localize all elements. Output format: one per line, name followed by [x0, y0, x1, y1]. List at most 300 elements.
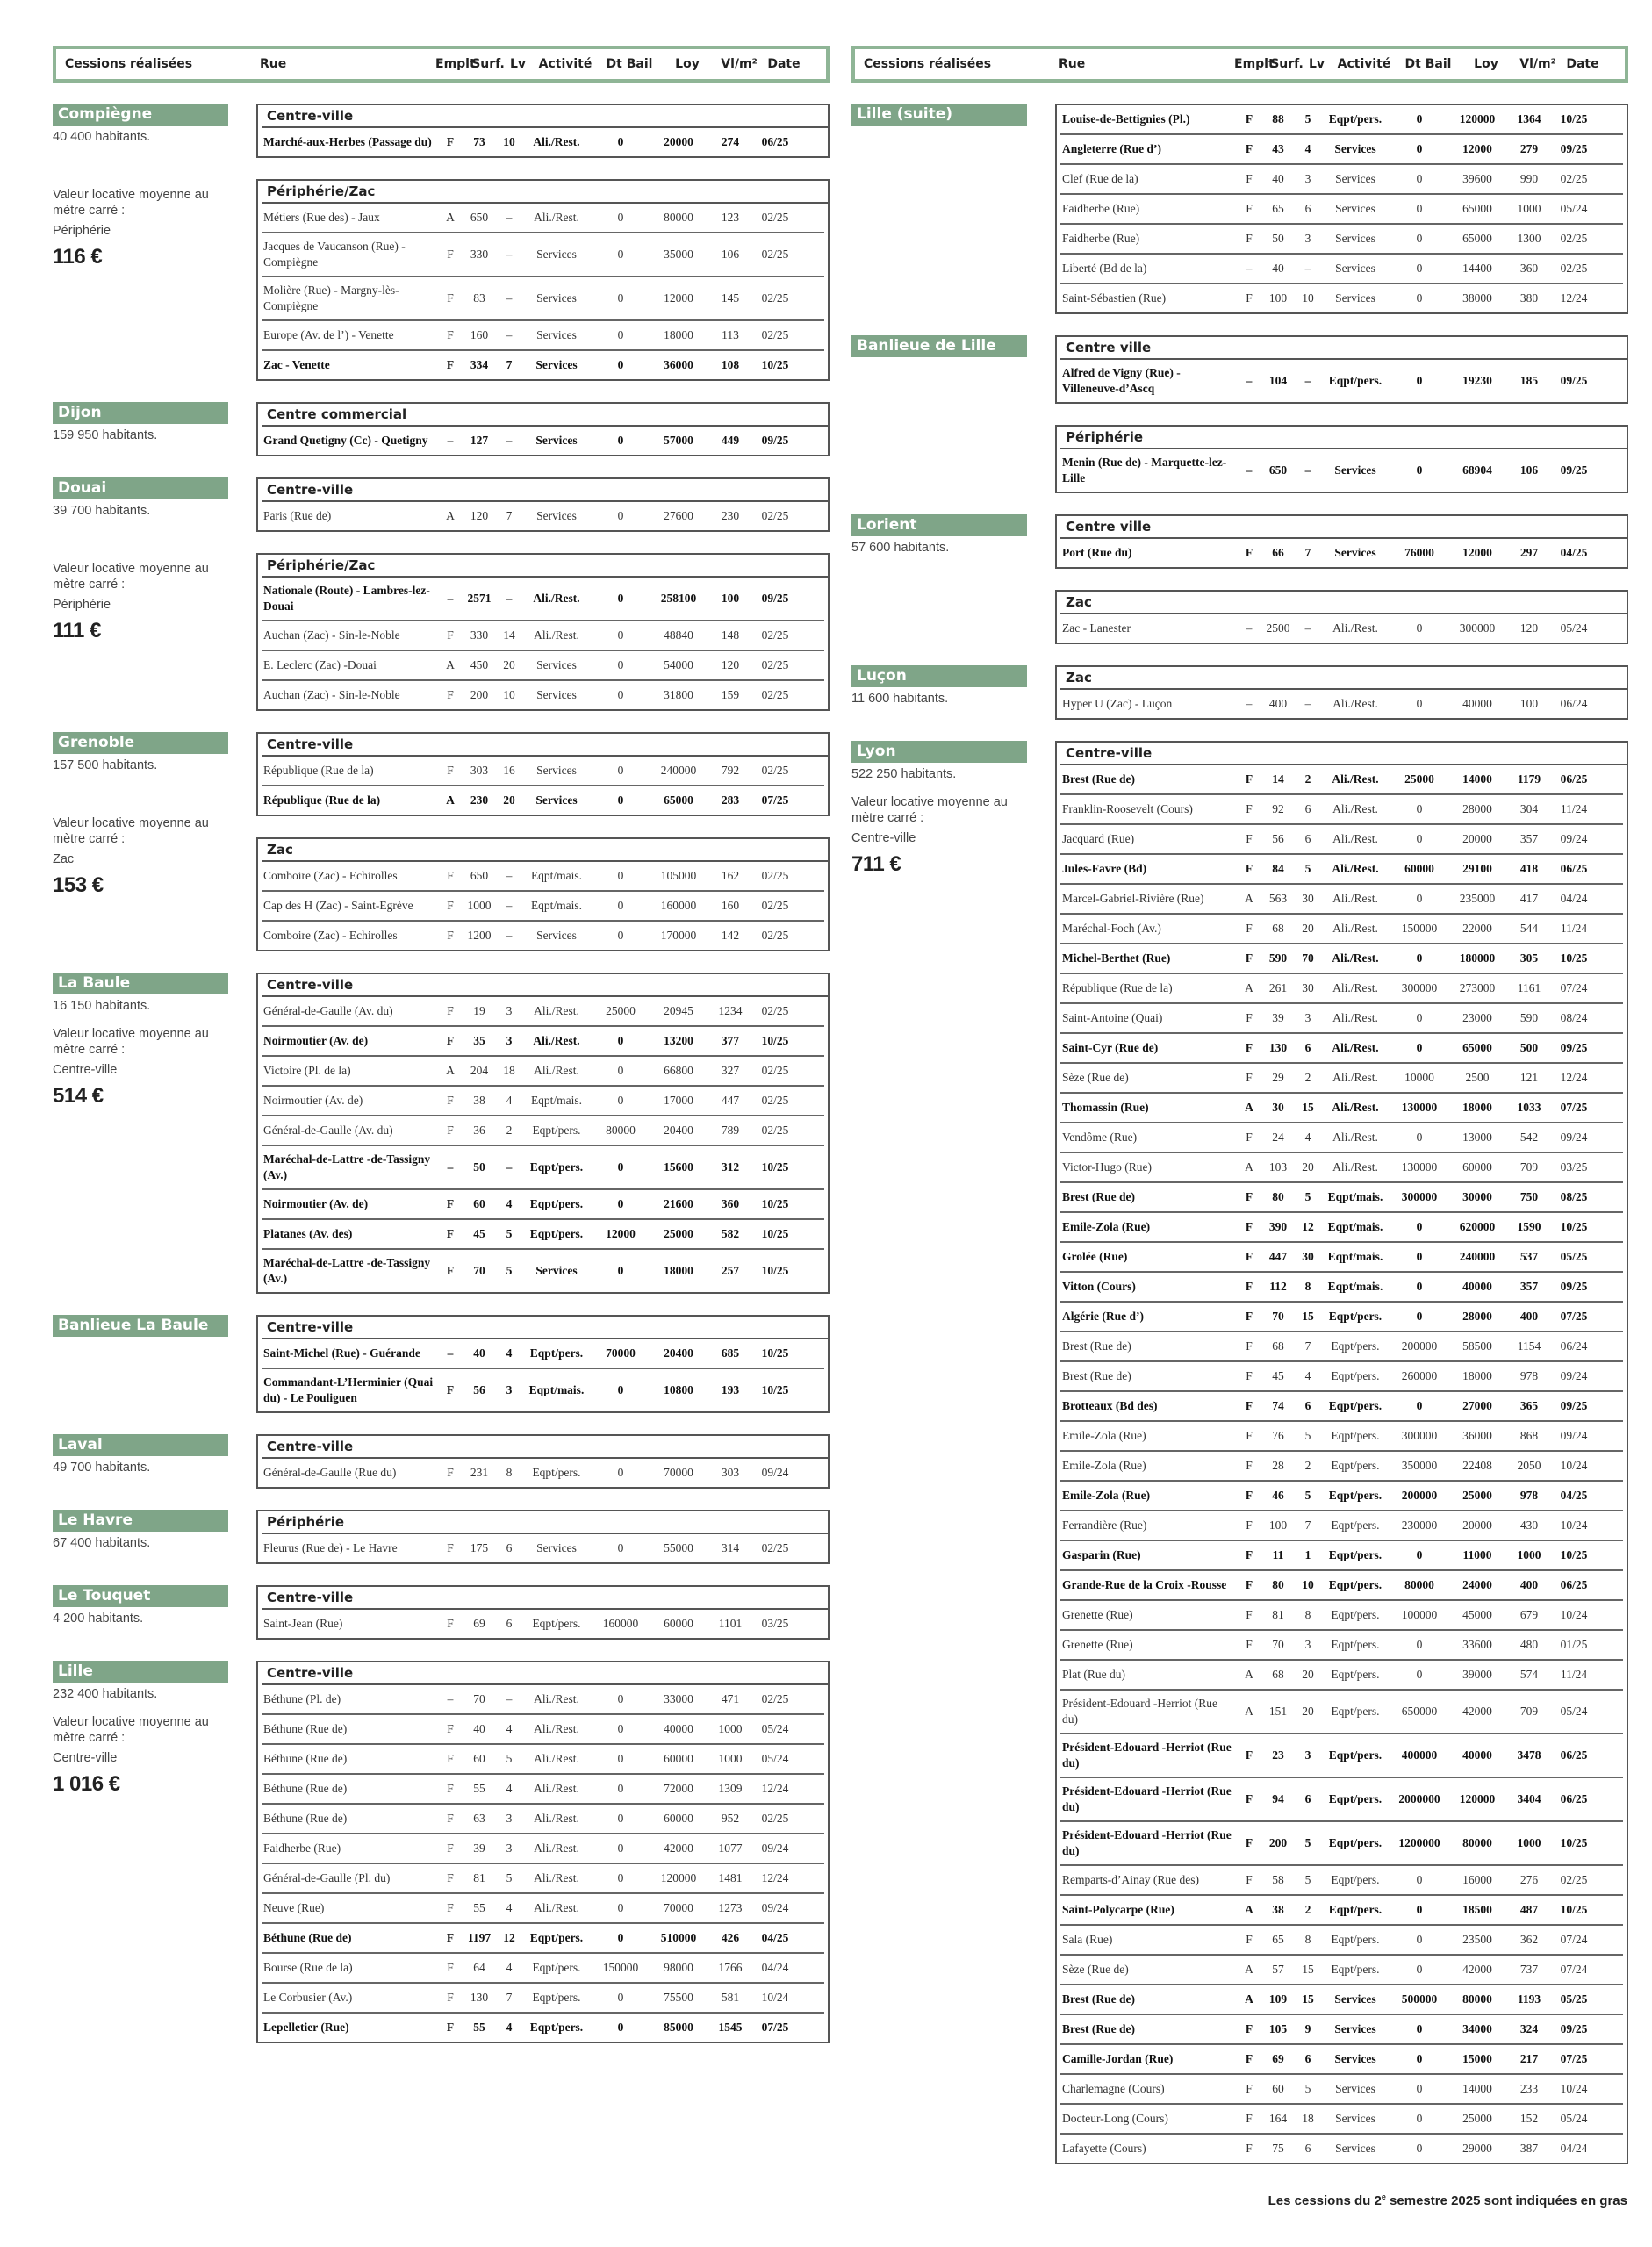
cell-vlm2: 120 — [721, 658, 740, 671]
table-row — [1060, 974, 1623, 1004]
cell-loy: 40000 — [1462, 1280, 1492, 1293]
cell-rue: Emile-Zola (Rue) — [1062, 1489, 1151, 1502]
cell-emplt: F — [1246, 1071, 1253, 1084]
cell-loy: 15000 — [1462, 2052, 1492, 2065]
table-row — [1060, 539, 1623, 567]
avg-rent-label: Valeur locative moyenne au mètre carré : — [53, 188, 209, 218]
cell-surf: 69 — [1272, 2052, 1284, 2065]
city-sidebar — [53, 477, 228, 711]
table-row — [1060, 2015, 1623, 2045]
city-section — [53, 1315, 830, 1413]
cell-dtbail: 0 — [1416, 1041, 1423, 1054]
cell-emplt: A — [1245, 981, 1253, 994]
cell-dtbail: 0 — [1416, 1668, 1423, 1681]
cell-date: 09/25 — [1560, 2022, 1588, 2035]
avg-rent-value: 153 € — [53, 873, 104, 897]
cell-lv: 3 — [506, 1841, 513, 1855]
cell-activite: Eqpt/pers. — [1328, 1836, 1383, 1849]
table-row — [1060, 1541, 1623, 1571]
cell-date: 07/24 — [1560, 1963, 1588, 1976]
cell-vlm2: 159 — [721, 688, 740, 701]
cell-loy: 40000 — [1462, 1748, 1492, 1762]
cell-date: 02/25 — [761, 688, 789, 701]
cell-loy: 60000 — [1462, 1160, 1492, 1174]
cell-activite: Eqpt/pers. — [1328, 1489, 1383, 1502]
cell-loy: 235000 — [1459, 892, 1496, 905]
cell-date: 09/24 — [761, 1466, 789, 1479]
cell-surf: 55 — [473, 1782, 485, 1795]
cell-emplt: A — [446, 658, 455, 671]
cell-vlm2: 426 — [721, 1931, 740, 1944]
cell-dtbail: 0 — [617, 1064, 624, 1077]
cell-loy: 18000 — [1462, 1101, 1492, 1114]
city-label: Lyon — [851, 741, 1027, 763]
avg-rent-label: Valeur locative moyenne au mètre carré : — [851, 795, 1008, 825]
cell-dtbail: 650000 — [1401, 1705, 1438, 1718]
zone-table — [1055, 590, 1628, 644]
cell-rue: Emile-Zola (Rue) — [1062, 1459, 1146, 1472]
cell-rue: Béthune (Rue de) — [263, 1722, 348, 1735]
cell-lv: 5 — [1304, 1873, 1311, 1886]
table-row — [262, 1027, 824, 1057]
cell-emplt: A — [1245, 1160, 1253, 1174]
cell-activite: Eqpt/pers. — [1328, 1748, 1383, 1762]
cell-vlm2: 121 — [1519, 1071, 1539, 1084]
cell-date: 09/25 — [1560, 463, 1588, 477]
cell-dtbail: 0 — [617, 1383, 624, 1396]
cell-dtbail: 500000 — [1401, 1992, 1438, 2006]
cell-rue: Maréchal-Foch (Av.) — [1062, 922, 1161, 935]
table-row — [1060, 1392, 1623, 1422]
cell-date: 07/25 — [1560, 1310, 1588, 1323]
cell-lv: 5 — [506, 1871, 513, 1884]
cell-lv: 30 — [1302, 1250, 1314, 1263]
cell-emplt: F — [447, 248, 454, 261]
cell-lv: 9 — [1304, 2022, 1311, 2035]
cell-activite: Services — [1334, 2022, 1376, 2035]
cell-surf: 38 — [473, 1094, 485, 1107]
cell-surf: 400 — [1268, 697, 1288, 710]
cell-rue: Liberté (Bd de la) — [1062, 262, 1147, 275]
cell-lv: – — [1304, 262, 1311, 275]
cell-dtbail: 80000 — [1404, 1578, 1434, 1591]
cell-lv: – — [506, 1160, 513, 1174]
cell-loy: 29100 — [1462, 862, 1492, 875]
cell-emplt: F — [447, 1124, 454, 1137]
population: 11 600 habitants. — [851, 692, 949, 706]
cell-date: 10/25 — [761, 1264, 789, 1277]
city-tables — [1055, 665, 1628, 720]
cell-rue: Comboire (Zac) - Echirolles — [263, 929, 398, 942]
cell-vlm2: 3478 — [1517, 1748, 1541, 1762]
cell-rue: Louise-de-Bettignies (Pl.) — [1062, 112, 1190, 126]
cell-emplt: F — [1246, 2142, 1253, 2155]
cell-surf: 55 — [473, 1901, 485, 1914]
cell-dtbail: 0 — [1416, 202, 1423, 215]
cell-lv: 7 — [1304, 1339, 1311, 1353]
cell-lv: 5 — [1304, 2082, 1311, 2095]
cell-surf: 200 — [1268, 1836, 1288, 1849]
table-row — [262, 1534, 824, 1562]
table-row — [262, 862, 824, 892]
cell-rue: Le Corbusier (Av.) — [263, 1991, 353, 2004]
cell-surf: 75 — [1272, 2142, 1284, 2155]
cell-rue: Thomassin (Rue) — [1062, 1101, 1149, 1114]
cell-date: 02/25 — [761, 1541, 789, 1554]
cell-rue: Fleurus (Rue de) - Le Havre — [263, 1541, 398, 1554]
table-row — [1060, 1601, 1623, 1631]
cell-dtbail: 260000 — [1401, 1369, 1438, 1382]
cell-surf: 204 — [470, 1064, 489, 1077]
cell-activite: Eqpt/pers. — [1331, 1873, 1380, 1886]
table-row — [1060, 225, 1623, 255]
cell-vlm2: 1101 — [718, 1617, 743, 1630]
cell-lv: 6 — [506, 1617, 513, 1630]
cell-dtbail: 0 — [617, 1752, 624, 1765]
table-row — [1060, 360, 1623, 402]
cell-dtbail: 0 — [617, 1160, 624, 1174]
cell-rue: Hyper U (Zac) - Luçon — [1062, 697, 1173, 710]
cell-loy: 300000 — [1459, 621, 1496, 635]
cell-emplt: A — [446, 211, 455, 224]
cell-activite: Services — [536, 248, 577, 261]
avg-rent-label: Valeur locative moyenne au mètre carré : — [53, 1027, 209, 1057]
cell-loy: 25000 — [1462, 1489, 1492, 1502]
cell-dtbail: 0 — [617, 248, 624, 261]
cell-emplt: F — [446, 1931, 455, 1944]
cell-surf: 231 — [470, 1466, 489, 1479]
cell-lv: 12 — [1302, 1220, 1314, 1233]
cell-emplt: F — [1245, 1836, 1253, 1849]
cell-vlm2: 357 — [1519, 832, 1539, 845]
cell-dtbail: 25000 — [1404, 772, 1434, 786]
table-row — [262, 1894, 824, 1924]
cell-rue: Vitton (Cours) — [1062, 1280, 1136, 1293]
table-row — [1060, 105, 1623, 135]
cell-vlm2: 590 — [1519, 1011, 1539, 1024]
cell-vlm2: 387 — [1519, 2142, 1539, 2155]
cell-surf: 70 — [473, 1692, 485, 1705]
city-section — [53, 1510, 830, 1564]
cell-vlm2: 1234 — [718, 1004, 743, 1017]
cell-date: 09/25 — [1560, 142, 1588, 155]
cell-rue: Auchan (Zac) - Sin-le-Noble — [263, 628, 400, 642]
city-sidebar — [53, 1434, 228, 1489]
cell-emplt: F — [447, 1541, 454, 1554]
cell-dtbail: 200000 — [1401, 1339, 1438, 1353]
cell-lv: 15 — [1302, 1992, 1314, 2006]
cell-lv: – — [506, 328, 513, 341]
cell-lv: 7 — [1304, 546, 1311, 559]
cell-surf: 57 — [1272, 1963, 1284, 1976]
cell-date: 05/24 — [761, 1722, 789, 1735]
cell-rue: Général-de-Gaulle (Pl. du) — [263, 1871, 391, 1884]
cell-emplt: F — [446, 2021, 455, 2034]
city-label: Dijon — [53, 402, 228, 424]
cell-dtbail: 300000 — [1401, 1429, 1438, 1442]
cell-date: 06/24 — [1560, 1339, 1588, 1353]
cell-date: 08/24 — [1560, 1011, 1588, 1024]
cell-lv: – — [506, 1692, 513, 1705]
cell-vlm2: 100 — [721, 592, 740, 605]
cell-lv: 3 — [506, 1034, 513, 1047]
cell-surf: 1197 — [467, 1931, 492, 1944]
cell-lv: 6 — [1304, 832, 1311, 845]
cell-rue: Vendôme (Rue) — [1062, 1131, 1138, 1144]
table-row — [1060, 1511, 1623, 1541]
cell-dtbail: 0 — [1416, 1933, 1423, 1946]
cell-activite: Eqpt/pers. — [529, 1346, 584, 1360]
zone-table — [256, 732, 830, 816]
cell-vlm2: 400 — [1519, 1310, 1539, 1323]
zone-table — [1055, 335, 1628, 404]
zone-rows — [1057, 614, 1627, 643]
cell-vlm2: 1000 — [1517, 1548, 1541, 1561]
cell-lv: – — [1304, 463, 1311, 477]
cell-rue: Sèze (Rue de) — [1062, 1963, 1129, 1976]
cell-activite: Ali./Rest. — [534, 211, 579, 224]
cell-lv: 6 — [1304, 1399, 1311, 1412]
cell-surf: 14 — [1272, 772, 1284, 786]
cell-loy: 14400 — [1462, 262, 1492, 275]
cell-loy: 11000 — [1462, 1548, 1492, 1561]
cell-surf: 109 — [1268, 1992, 1288, 2006]
cell-rue: République (Rue de la) — [263, 764, 374, 777]
cell-activite: Services — [1335, 2082, 1375, 2095]
cell-rue: Saint-Polycarpe (Rue) — [1062, 1903, 1174, 1916]
cell-date: 02/25 — [761, 929, 789, 942]
city-label: Laval — [53, 1434, 228, 1456]
cell-activite: Ali./Rest. — [534, 1782, 579, 1795]
cell-vlm2: 978 — [1519, 1489, 1539, 1502]
cell-emplt: F — [1246, 202, 1253, 215]
cell-emplt: F — [1245, 951, 1253, 965]
cell-rue: République (Rue de la) — [1062, 981, 1173, 994]
city-sidebar — [53, 402, 228, 456]
zone-title: Centre-ville — [262, 734, 830, 757]
cell-loy: 120000 — [1459, 112, 1496, 126]
table-row — [1060, 690, 1623, 718]
cell-lv: 3 — [1304, 1011, 1311, 1024]
cell-loy: 22000 — [1462, 922, 1492, 935]
cell-rue: Noirmoutier (Av. de) — [263, 1197, 369, 1210]
cell-activite: Ali./Rest. — [534, 1841, 579, 1855]
cell-rue: Auchan (Zac) - Sin-le-Noble — [263, 688, 400, 701]
cell-activite: Ali./Rest. — [534, 1722, 579, 1735]
cell-lv: 2 — [1304, 1903, 1311, 1916]
cell-emplt: F — [447, 291, 454, 305]
table-row — [262, 1954, 824, 1984]
cell-dtbail: 0 — [1416, 951, 1423, 965]
table-row — [1060, 1004, 1623, 1034]
cell-surf: 650 — [470, 869, 489, 882]
cell-dtbail: 0 — [617, 1541, 624, 1554]
avg-rent-zone: Périphérie — [53, 598, 111, 612]
cell-lv: 1 — [1304, 1548, 1311, 1561]
cell-surf: 29 — [1272, 1071, 1284, 1084]
cell-lv: 8 — [506, 1466, 513, 1479]
table-row — [1060, 2045, 1623, 2075]
cell-rue: République (Rue de la) — [263, 793, 381, 807]
cell-dtbail: 0 — [1416, 1250, 1423, 1263]
city-sidebar — [851, 741, 1027, 2164]
cell-date: 10/24 — [1560, 1518, 1588, 1532]
city-tables — [256, 1585, 830, 1640]
city-sidebar — [53, 104, 228, 381]
cell-vlm2: 113 — [722, 328, 739, 341]
cell-dtbail: 0 — [617, 291, 624, 305]
cell-dtbail: 0 — [1416, 232, 1423, 245]
cell-emplt: F — [1246, 1638, 1253, 1651]
cell-activite: Ali./Rest. — [1332, 697, 1378, 710]
cell-vlm2: 360 — [1519, 262, 1539, 275]
cell-emplt: – — [1246, 262, 1253, 275]
cell-rue: Métiers (Rue des) - Jaux — [263, 211, 380, 224]
cell-dtbail: 0 — [1416, 112, 1423, 126]
table-row — [1060, 1985, 1623, 2015]
cell-dtbail: 0 — [1416, 1011, 1423, 1024]
cell-lv: 3 — [1304, 172, 1311, 185]
table-row — [1060, 1661, 1623, 1691]
zone-title: Périphérie — [1060, 427, 1628, 449]
zone-title: Zac — [1060, 667, 1628, 690]
cell-loy: 10800 — [664, 1383, 693, 1396]
zone-title: Centre-ville — [262, 105, 830, 128]
cell-rue: Molière (Rue) - Margny-lès-Compiègne — [263, 284, 399, 312]
cell-date: 10/25 — [1560, 1220, 1588, 1233]
cell-dtbail: 150000 — [602, 1961, 639, 1974]
cell-date: 08/25 — [1560, 1190, 1588, 1203]
city-sidebar — [53, 973, 228, 1294]
cell-activite: Eqpt/pers. — [1331, 1705, 1380, 1718]
cell-lv: – — [1304, 374, 1311, 387]
cell-vlm2: 327 — [721, 1064, 740, 1077]
cell-date: 10/25 — [1560, 1548, 1588, 1561]
cell-vlm2: 233 — [1519, 2082, 1539, 2095]
column-header — [851, 46, 1628, 83]
avg-rent-label: Valeur locative moyenne au mètre carré : — [53, 1715, 209, 1745]
cell-loy: 22408 — [1462, 1459, 1492, 1472]
cell-emplt: F — [1245, 1190, 1253, 1203]
cell-emplt: A — [1245, 1101, 1253, 1114]
cell-surf: 563 — [1268, 892, 1288, 905]
cell-date: 02/25 — [761, 1812, 789, 1825]
cell-vlm2: 362 — [1519, 1933, 1539, 1946]
cell-date: 10/24 — [1560, 2082, 1588, 2095]
cell-date: 04/24 — [1560, 2142, 1588, 2155]
table-row — [1060, 2105, 1623, 2135]
cell-rue: Noirmoutier (Av. de) — [263, 1034, 369, 1047]
cell-rue: Saint-Jean (Rue) — [263, 1617, 343, 1630]
cell-vlm2: 380 — [1519, 291, 1539, 305]
cell-vlm2: 447 — [721, 1094, 740, 1107]
cell-surf: 40 — [1272, 172, 1284, 185]
cell-rue: Docteur-Long (Cours) — [1062, 2112, 1168, 2125]
cell-lv: 6 — [1304, 2052, 1311, 2065]
cell-activite: Eqpt/pers. — [1331, 1369, 1380, 1382]
cell-rue: Angleterre (Rue d’) — [1062, 142, 1161, 155]
cell-activite: Services — [535, 1264, 578, 1277]
cell-vlm2: 1000 — [1517, 202, 1541, 215]
cell-loy: 33000 — [664, 1692, 693, 1705]
cell-vlm2: 1481 — [718, 1871, 743, 1884]
cell-date: 06/25 — [761, 135, 789, 148]
cell-activite: Eqpt/pers. — [1331, 1608, 1380, 1621]
cell-dtbail: 0 — [617, 1812, 624, 1825]
cell-surf: 261 — [1268, 981, 1288, 994]
table-row — [262, 1715, 824, 1745]
zone-rows — [258, 1339, 828, 1411]
avg-rent-zone: Centre-ville — [53, 1063, 118, 1077]
cell-loy: 65000 — [1462, 232, 1492, 245]
cell-activite: Ali./Rest. — [1332, 1071, 1378, 1084]
city-tables — [256, 477, 830, 711]
cell-emplt: – — [447, 1160, 454, 1174]
table-row — [1060, 1153, 1623, 1183]
cell-loy: 14000 — [1462, 772, 1492, 786]
cell-lv: 4 — [506, 1094, 513, 1107]
cell-surf: 1000 — [467, 899, 492, 912]
cell-loy: 30000 — [1462, 1190, 1492, 1203]
cell-emplt: F — [446, 1227, 455, 1240]
table-row — [262, 1685, 824, 1715]
cell-date: 11/24 — [1560, 1668, 1588, 1681]
zone-title: Périphérie/Zac — [262, 181, 830, 204]
cell-vlm2: 1273 — [718, 1901, 743, 1914]
cell-activite: Services — [1334, 142, 1376, 155]
cell-loy: 17000 — [664, 1094, 693, 1107]
cell-activite: Eqpt/pers. — [532, 1617, 581, 1630]
table-row — [1060, 915, 1623, 944]
cell-vlm2: 789 — [721, 1124, 740, 1137]
city-sidebar — [53, 1585, 228, 1640]
cell-vlm2: 990 — [1519, 172, 1539, 185]
cell-vlm2: 1000 — [718, 1752, 743, 1765]
cell-date: 02/25 — [761, 291, 789, 305]
cell-rue: Zac - Lanester — [1062, 621, 1131, 635]
cell-lv: 7 — [1304, 1518, 1311, 1532]
city-section — [851, 514, 1628, 644]
cell-date: 02/25 — [761, 1124, 789, 1137]
cell-emplt: F — [447, 899, 454, 912]
cell-emplt: A — [446, 1064, 455, 1077]
table-row — [1060, 1691, 1623, 1734]
city-tables — [256, 1315, 830, 1413]
cell-date: 02/25 — [1560, 1873, 1588, 1886]
cell-rue: Saint-Antoine (Quai) — [1062, 1011, 1163, 1024]
cell-surf: 590 — [1268, 951, 1288, 965]
cell-rue: Emile-Zola (Rue) — [1062, 1429, 1146, 1442]
table-row — [1060, 944, 1623, 974]
zone-rows — [1057, 539, 1627, 567]
cell-rue: Président-Edouard -Herriot (Rue du) — [1062, 1741, 1232, 1770]
zone-table — [256, 1315, 830, 1413]
footer-note-pre: Les cessions du 2 — [1268, 2193, 1382, 2208]
cell-rue: Président-Edouard -Herriot (Rue du) — [1062, 1828, 1232, 1857]
table-row — [262, 1339, 824, 1369]
city-label: Le Havre — [53, 1510, 228, 1532]
cell-rue: Plat (Rue du) — [1062, 1668, 1125, 1681]
cell-vlm2: 185 — [1519, 374, 1539, 387]
cell-surf: 76 — [1272, 1429, 1284, 1442]
cell-activite: Services — [1335, 172, 1375, 185]
cell-surf: 112 — [1269, 1280, 1287, 1293]
cell-activite: Services — [1334, 2052, 1376, 2065]
cell-lv: – — [506, 899, 513, 912]
cell-activite: Eqpt/pers. — [1331, 1933, 1380, 1946]
city-tables — [256, 732, 830, 951]
cell-dtbail: 0 — [1416, 2022, 1423, 2035]
